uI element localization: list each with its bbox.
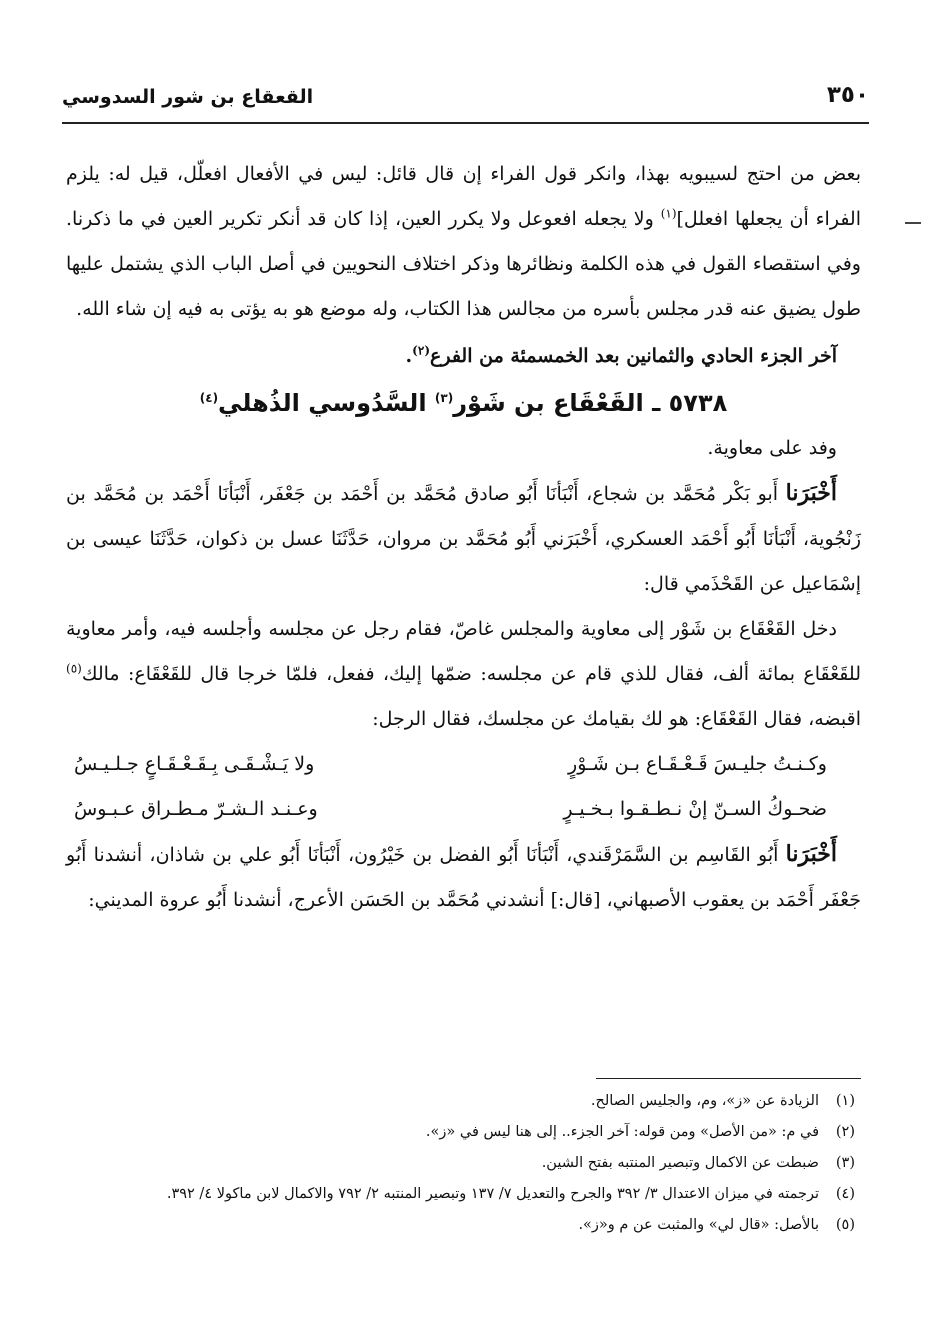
page-number: ٣٥٠ [826, 82, 869, 108]
isnad-lead: أَخْبَرَنا [785, 841, 837, 867]
poem-hemistich-left: ولا يَـشْـقَـى بِـقَـعْـقَـاعٍ جـلـيـسُ [74, 753, 315, 775]
part-end-dot: . [405, 345, 413, 367]
entry-intro: وفد على معاوية. [707, 437, 837, 459]
footnote-ref: (١) [660, 206, 677, 221]
entry-title [66, 381, 861, 426]
paragraph-text: بعض من احتج لسيبويه بهذا، وانكر قول الفراء إن قال قائل: ليس في الأفعال افعلّل، قيل له: يلزم الفراء أن يجعلها افعلل] [66, 163, 862, 230]
poem-hemistich-left: وعـنـد الـشـرّ مـطـراق عـبـوسُ [74, 798, 318, 820]
paragraph-grammar [66, 152, 861, 332]
poem [66, 742, 861, 832]
footnote [66, 1148, 855, 1179]
footnote-divider [596, 1078, 861, 1079]
margin-mark [905, 222, 921, 224]
footnote-number: (٣) [835, 1155, 855, 1171]
entry-title-nisba: السَّدُوسي الذُهلي [218, 389, 435, 417]
isnad-lead: أَخْبَرَنا [785, 480, 837, 506]
isnad-text: أَبُو القَاسِم بن السَّمَرْقَندي، أَنْبَأنَا أَبُو الفضل بن خَيْرُون، أَنْبَأنَا أَبُو علي بن شاذان، أنشدنا أَبُو جَعْفَر أَحْمَد بن يعقوب الأصبهاني، [قال:] أنشدني مُحَمَّد بن الحَسَن الأعرج، أنشدنا أَبُو عروة المديني: [66, 844, 861, 911]
story-text: اقبضه، فقال القَعْقَاع: هو لك بقيامك عن مجلسك، فقال الرجل: [372, 708, 861, 730]
story-text: دخل القَعْقَاع بن شَوْر إلى معاوية والمجلس غاصّ، فقام رجل عن مجلسه وأجلسه فيه، وأمر معاوية للقَعْقَاع بمائة ألف، فقال للذي قام عن مجلسه: ضمّها إليك، ففعل، فلمّا خرجا قال للقَعْقَاع: مالك [66, 618, 861, 685]
footnote-text: ترجمته في ميزان الاعتدال ٣/ ٣٩٢ والجرح والتعديل ٧/ ١٣٧ وتبصير المنتبه ٢/ ٧٩٢ والاكمال لابن ماكولا ٤/ ٣٩٢. [166, 1186, 819, 1202]
poem-verse [66, 742, 861, 787]
footnotes [66, 1086, 855, 1241]
part-end-note [66, 334, 861, 379]
isnad-paragraph [66, 832, 861, 923]
footnote-text: بالأصل: «قال لي» والمثبت عن م و«ز». [578, 1217, 819, 1233]
footnote [66, 1179, 855, 1210]
footnote-number: (٢) [835, 1124, 855, 1140]
footnote [66, 1086, 855, 1117]
isnad-paragraph [66, 471, 861, 607]
story-paragraph [66, 607, 861, 742]
footnote [66, 1117, 855, 1148]
page-header [62, 82, 869, 124]
footnote-number: (١) [835, 1093, 855, 1109]
paragraph-text: ولا يجعله افعوعل ولا يكرر العين، إذا كان قد أنكر تكرير العين في ما ذكرنا. وفي استقصاء القول في هذه الكلمة ونظائرها وذكر اختلاف النحويين في أصل الباب الذي يشتمل عليها طول يضيق عنه قدر مجلس بأسره من مجالس هذا الكتاب، وله موضع هو به يؤتى به فيه إن شاء الله. [66, 208, 861, 320]
footnote-text: الزيادة عن «ز»، وم، والجليس الصالح. [590, 1093, 819, 1109]
entry-title-name: ٥٧٣٨ ـ القَعْقَاع بن شَوْر [453, 389, 728, 417]
footnote-text: في م: «من الأصل» ومن قوله: آخر الجزء.. إلى هنا ليس في «ز». [425, 1124, 819, 1140]
footnote-ref: (٥) [66, 661, 82, 676]
footnote-ref: (٣) [434, 391, 454, 405]
footnote [66, 1210, 855, 1241]
main-text [66, 152, 861, 923]
footnote-number: (٥) [835, 1217, 855, 1233]
footnote-ref: (٤) [199, 391, 219, 405]
poem-verse [66, 787, 861, 832]
footnote-number: (٤) [835, 1186, 855, 1202]
poem-hemistich-right: وكـنـتُ جليـسَ قَـعْـقَـاع بـن شَـوْرٍ [568, 753, 827, 775]
isnad-text: أَبو بَكْر مُحَمَّد بن شجاع، أَنْبَأنَا أَبُو صادق مُحَمَّد بن أَحْمَد بن جَعْفَر، أَنْبَأنَا أَحْمَد بن مُحَمَّد بن زَنْجُوية، أَنْبَأنَا أَبُو أَحْمَد العسكري، أَخْبَرَني أَبُو مُحَمَّد بن مروان، حَدَّثَنَا عسل بن ذكوان، حَدَّثَنَا عيسى بن إسْمَاعيل عن القَحْذَمي قال: [66, 483, 861, 595]
part-end-text: آخر الجزء الحادي والثمانين بعد الخمسمئة من الفرع [430, 345, 837, 367]
footnote-text: ضبطت عن الاكمال وتبصير المنتبه بفتح الشين. [541, 1155, 819, 1171]
footnote-ref: (٢) [412, 343, 430, 358]
running-title: القعقاع بن شور السدوسي [62, 86, 314, 108]
poem-hemistich-right: ضحـوكُ السـنّ إنْ نـطـقـوا بـخـيـرٍ [563, 798, 827, 820]
